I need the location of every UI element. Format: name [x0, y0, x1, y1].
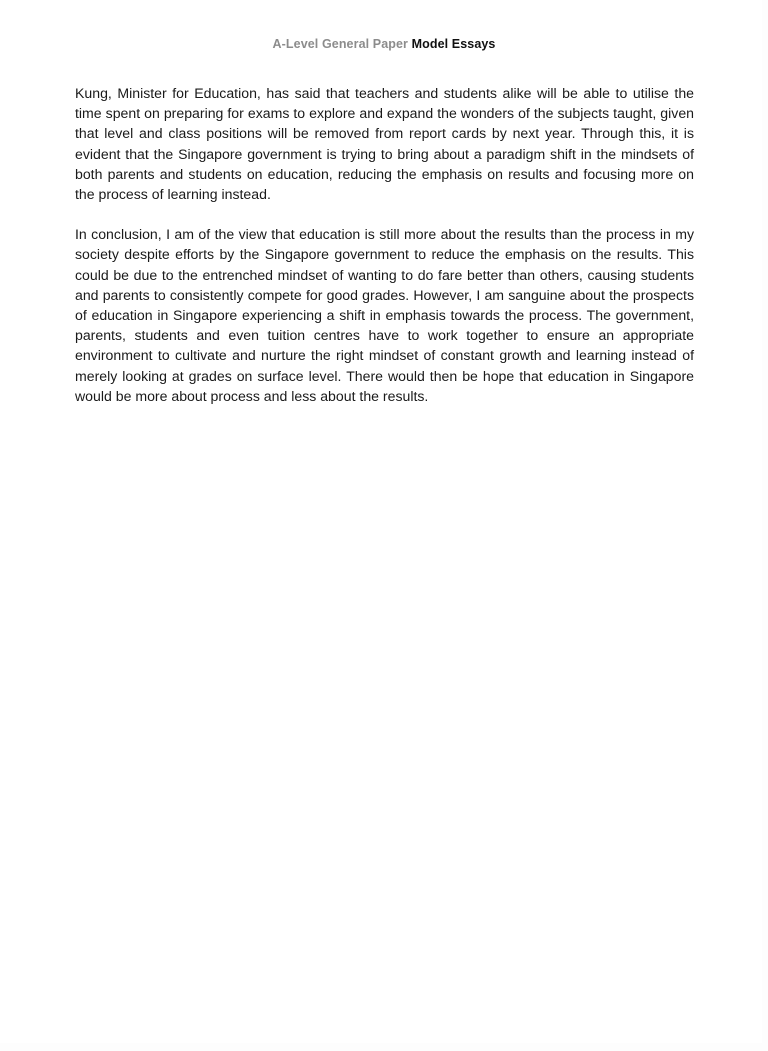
- page-edge-bottom: [0, 1043, 768, 1051]
- essay-body: [75, 83, 694, 406]
- body-paragraph: Kung, Minister for Education, has said that teachers and students alike will be able to utilise the time spent on preparing for exams to explore and expand the wonders of the subjects taught, given that level and class positions will be removed from report cards by next year. Through this, it is evident that the Singapore government is trying to bring about a paradigm shift in the mindsets of both parents and students on education, reducing the emphasis on results and focusing more on the process of learning instead.: [75, 85, 694, 203]
- body-paragraph: In conclusion, I am of the view that education is still more about the results than the process in my society despite efforts by the Singapore government to reduce the emphasis on the results. This could be due to the entrenched mindset of wanting to do fare better than others, causing students and parents to consistently compete for good grades. However, I am sanguine about the prospects of education in Singapore experiencing a shift in emphasis towards the process. The government, parents, students and even tuition centres have to work together to ensure an appropriate environment to cultivate and nurture the right mindset of constant growth and learning instead of merely looking at grades on surface level. There would then be hope that education in Singapore would be more about process and less about the results.: [75, 226, 694, 404]
- running-header: [0, 36, 768, 52]
- running-header-document-title: Model Essays: [411, 37, 496, 51]
- page-edge-right: [762, 0, 768, 1051]
- running-header-series-title: A-Level General Paper: [272, 37, 409, 51]
